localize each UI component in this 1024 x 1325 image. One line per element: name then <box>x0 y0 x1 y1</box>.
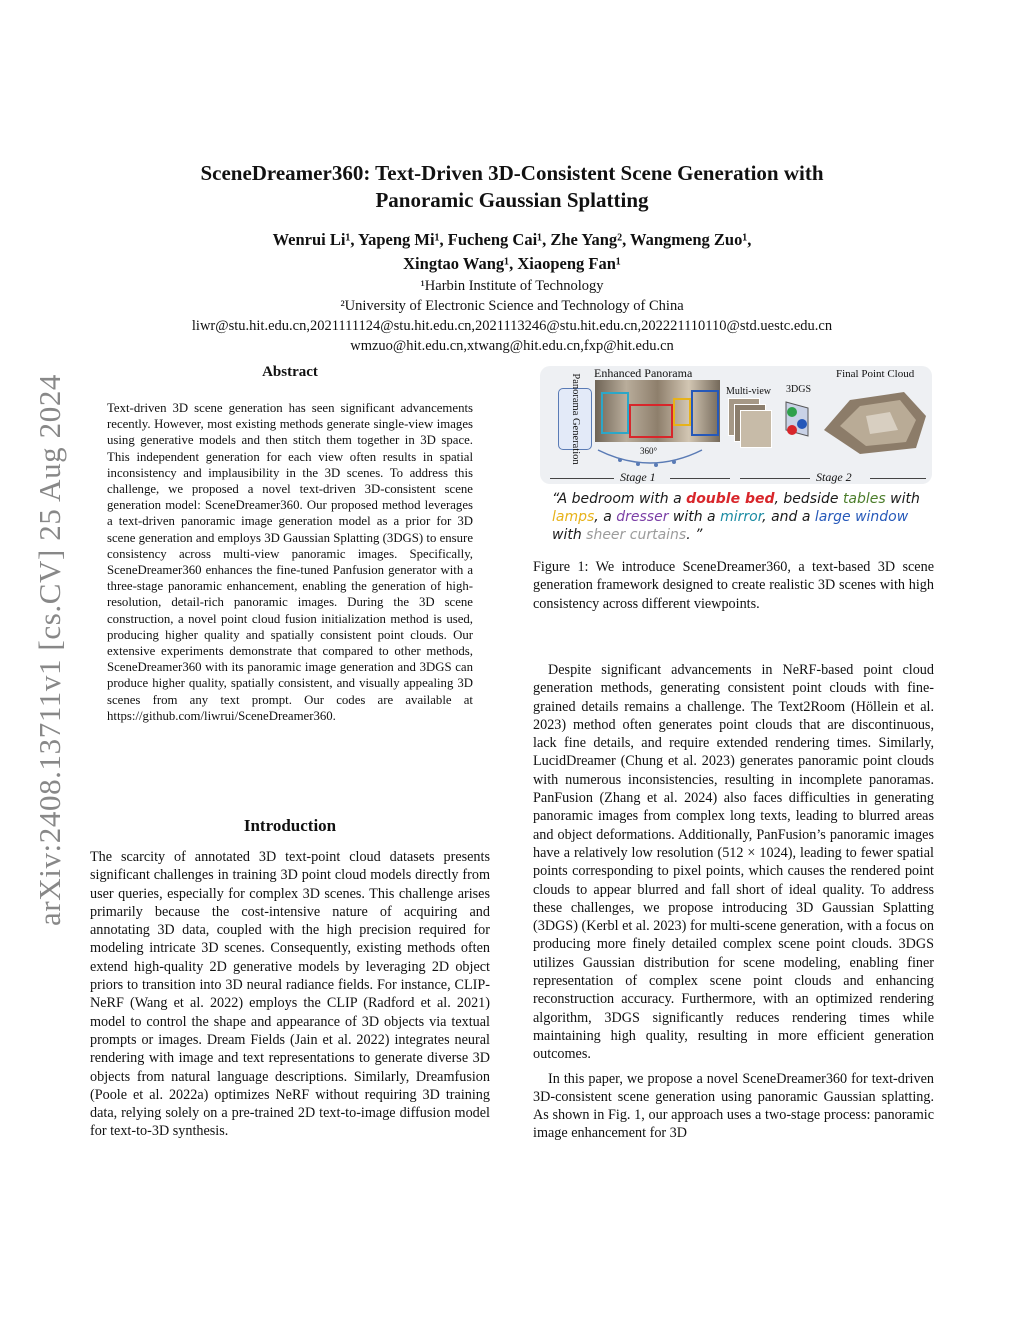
3dgs-cube-icon <box>778 396 818 456</box>
prompt-sheer-curtains: sheer curtains <box>586 527 687 543</box>
bbox-window-2 <box>691 390 719 436</box>
prompt-lamps: lamps <box>552 509 595 525</box>
label-3dgs: 3DGS <box>786 384 812 395</box>
figure-caption: Figure 1: We introduce SceneDreamer360, a text-based 3D scene generation framework designed to create realistic 3D scenes with high consistency across different viewpoints. <box>533 559 934 612</box>
intro-paragraph-1: The scarcity of annotated 3D text-point cloud datasets presents significant challenges in training 3D point cloud models directly from user queries, especially for complex 3D scenes. This challenge arises primarily because the cost-intensive nature of acquiring and annotating 3D data, coupled with the high precision required for modeling intricate 3D scenes. Consequently, existing methods often extend high-quality 2D generative models by leveraging 2D object priors to transition into 3D neural radiance fields. For instance, CLIP-NeRF (Wang et al. 2022) employs the CLIP (Radford et al. 2021) model to control the shape and appearance of 3D objects via textual prompts or images. Dream Fields (Jain et al. 2022) integrates neural rendering with image and text representations to generate diverse 3D objects from natural language descriptions. Similarly, Dreamfusion (Poole et al. 2022a) optimizes NeRF without requiring 3D training data, relying solely on a pre-trained 2D text-to-image diffusion model for text-to-3D synthesis. <box>90 849 490 1140</box>
intro-paragraph-3: In this paper, we propose a novel SceneDreamer360 for text-driven 3D-consistent scene generation using panoramic Gaussian splatting. As shown in Fig. 1, our approach uses a two-stage process: panoramic image enhancement for 3D <box>533 1070 934 1142</box>
label-360: 360° <box>640 446 658 456</box>
final-point-cloud-image <box>820 386 930 458</box>
prompt-dresser: dresser <box>616 509 669 525</box>
stage-2-line-left <box>740 478 810 479</box>
prompt-text: with <box>552 527 587 543</box>
prompt-text: . ” <box>686 527 703 543</box>
bbox-window-1 <box>601 392 629 434</box>
label-final-point-cloud: Final Point Cloud <box>836 368 915 380</box>
abstract-heading: Abstract <box>262 364 318 380</box>
stage-1-line-right <box>670 478 730 479</box>
affiliations <box>100 276 924 356</box>
bbox-lamp <box>673 398 691 426</box>
prompt-text: with a <box>668 509 721 525</box>
gaussian-blue <box>797 419 807 429</box>
introduction-heading: Introduction <box>243 816 337 835</box>
title-line-1: SceneDreamer360: Text-Driven 3D-Consistent Scene Generation with <box>200 161 824 185</box>
prompt-mirror: mirror <box>720 509 763 525</box>
label-multi-view: Multi-view <box>726 386 771 397</box>
arxiv-sidebar <box>20 340 80 960</box>
introduction-column-left <box>90 848 490 1141</box>
label-panorama-generation: Panorama Generation <box>570 373 581 465</box>
title-line-2: Panoramic Gaussian Splatting <box>375 188 649 212</box>
panorama-generation-box <box>558 373 592 465</box>
label-enhanced-panorama: Enhanced Panorama <box>594 366 693 380</box>
prompt-text: , and a <box>762 509 815 525</box>
bbox-bed <box>629 404 673 438</box>
emails-line-2: wmzuo@hit.edu.cn,xtwang@hit.edu.cn,fxp@hit.edu.cn <box>350 338 674 354</box>
prompt-text: with <box>885 491 920 507</box>
arxiv-id: arXiv:2408.13711v1 [cs.CV] 25 Aug 2024 <box>32 373 67 927</box>
prompt-tables: tables <box>842 491 886 507</box>
intro-paragraph-2: Despite significant advancements in NeRF-based point cloud generation methods, generating consistent point clouds with fine-grained details remains a challenge. The Text2Room (Höllein et al. 2023) method often generates point clouds that are discontinuous, lack fine details, and require extended rendering times. Similarly, LucidDreamer (Chung et al. 2023) generates panoramic point clouds with numerous inconsistencies, resulting in incomplete panoramas. PanFusion (Zhang et al. 2024) also faces difficulties in generating panoramic images from complex long texts, leading to blurred areas and object deformations. Additionally, PanFusion’s panoramic images have a relatively low resolution (512 × 1024), leading to fewer spatial points corresponding to pixel points, which causes the rendered point clouds to appear blurred and fall short of ideal quality. To address these challenges, we propose introducing 3D Gaussian Splatting (3DGS) (Kerbl et al. 2023) for multi-scene generation, with a focus on producing more finely detailed complex scene point clouds. 3DGS utilizes Gaussian distribution for scene modeling, enabling finer representation of complex scene point clouds and enhancing reconstruction accuracy. Furthermore, with an optimized rendering algorithm, 3DGS significantly reduces rendering times while maintaining high quality, resulting in more efficient generation outcomes. <box>533 662 934 1063</box>
stage-1-line-left <box>550 478 614 479</box>
gaussian-green <box>787 407 797 417</box>
gaussian-red <box>787 425 797 435</box>
enhanced-panorama-image <box>595 380 720 442</box>
multiview-image-3 <box>740 410 772 448</box>
authors-line-1: Wenrui Li¹, Yapeng Mi¹, Fucheng Cai¹, Zhe Yang², Wangmeng Zuo¹, <box>272 230 752 249</box>
prompt-window: window <box>855 509 909 525</box>
label-stage-2: Stage 2 <box>816 470 852 484</box>
paper-title <box>100 160 924 214</box>
authors <box>100 228 924 276</box>
prompt-text: “A bedroom with a <box>552 491 687 507</box>
abstract-body: Text-driven 3D scene generation has seen significant advancements recently. However, most existing methods generate single-view images using generative models and then stitch them together in 3D space. This independent generation for each view often results in spatial inconsistency and implausibility in the 3D scenes. To address this challenge, we proposed a novel text-driven 3D-consistent scene generation model: SceneDreamer360. Our proposed method leverages a text-driven panoramic image generation model as a prior for 3D scene generation and employs 3D Gaussian Splatting (3DGS) to ensure consistency across multi-view panoramic images. Specifically, SceneDreamer360 enhances the fine-tuned Panfusion generator with a three-stage panoramic enhancement, enabling the generation of high-resolution, detail-rich panoramic images. During the 3D scene construction, a novel point cloud fusion initialization method is used, producing higher quality and spatially consistent point clouds. Our extensive experiments demonstrate that compared to other methods, SceneDreamer360 with its panoramic image generation and 3DGS can produce higher quality, spatially consistent, and visually appealing 3D scenes from any text prompt. Our codes are available at https://github.com/liwrui/SceneDreamer360. <box>107 401 473 723</box>
emails-line-1: liwr@stu.hit.edu.cn,2021111124@stu.hit.edu.cn,2021113246@stu.hit.edu.cn,202221110110@std.uestc.edu.cn <box>191 318 833 334</box>
authors-line-2: Xingtao Wang¹, Xiaopeng Fan¹ <box>403 254 621 273</box>
prompt-double-bed: double bed <box>686 491 775 507</box>
affiliation-2: ²University of Electronic Science and Technology of China <box>340 298 684 314</box>
prompt-large: large <box>814 509 851 525</box>
figure-prompt <box>552 490 932 544</box>
introduction-column-right <box>533 661 934 1143</box>
affiliation-1: ¹Harbin Institute of Technology <box>420 278 604 294</box>
prompt-text: , bedside <box>774 491 843 507</box>
prompt-text: , a <box>594 509 617 525</box>
stage-2-line-right <box>870 478 926 479</box>
label-stage-1: Stage 1 <box>620 470 656 484</box>
